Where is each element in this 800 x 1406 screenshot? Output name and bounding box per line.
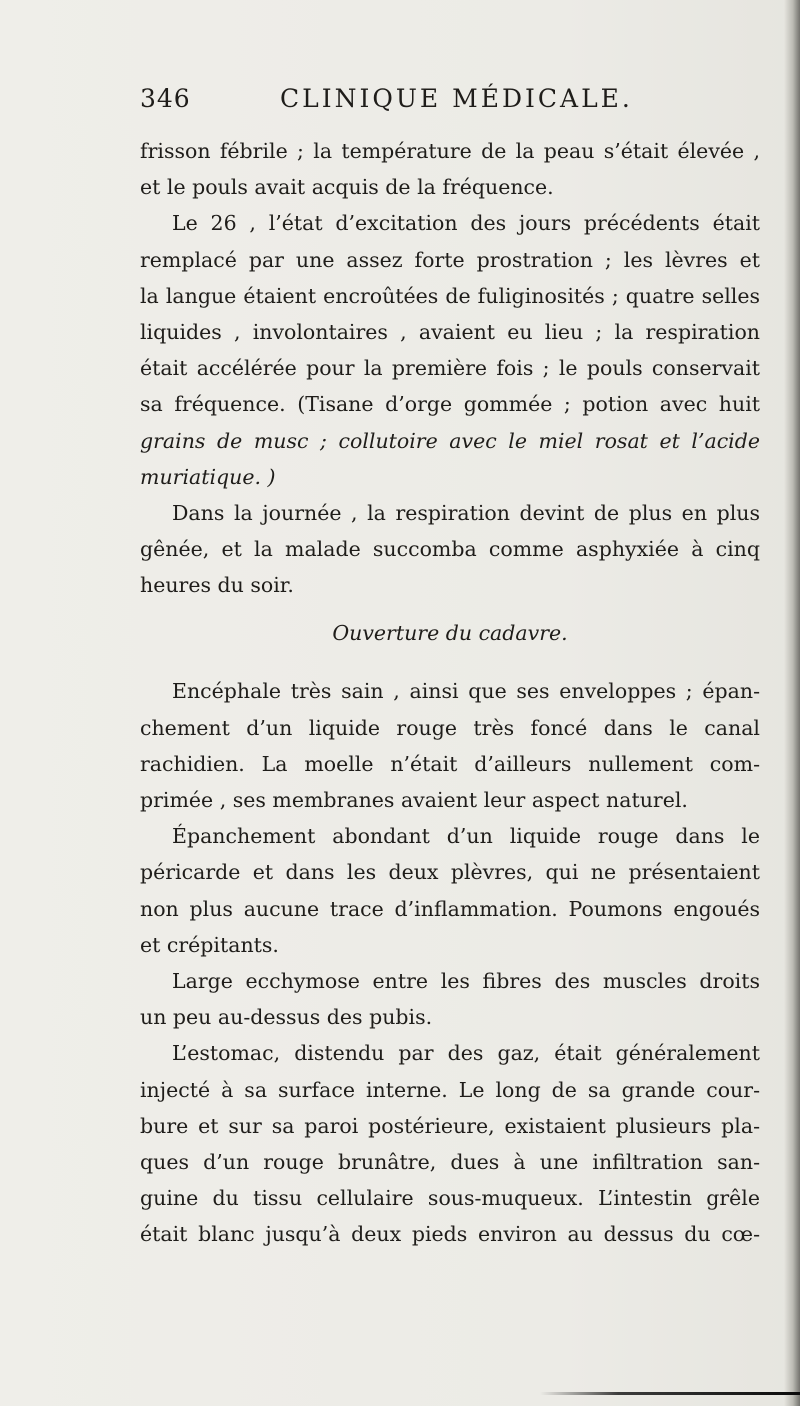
text-line: injecté à sa surface interne. Le long de sa grande cour- [140,1077,760,1102]
text-line: sa fréquence. (Tisane d’orge gommée ; potion avec huit [140,392,760,417]
page-header [140,80,760,120]
text-line: Large ecchymose entre les fibres des muscles droits [172,968,760,993]
text-line: était accélérée pour la première fois ; le pouls conservait [140,356,760,381]
text-line: la langue étaient encroûtées de fuliginosités ; quatre selles [140,283,760,308]
text-line: un peu au-dessus des pubis. [140,1005,433,1030]
text-line: péricarde et dans les deux plèvres, qui ne présentaient [140,860,760,885]
text-line: remplacé par une assez forte prostration ; les lèvres et [140,247,760,272]
text-line: chement d’un liquide rouge très foncé dans le canal [140,715,760,740]
text-line: grains de musc ; collutoire avec le miel rosat et l’acide [140,428,760,453]
text-line: L’estomac, distendu par des gaz, était généralement [172,1041,760,1066]
text-line: était blanc jusqu’à deux pieds environ au dessus du cœ- [140,1222,760,1247]
section-heading: Ouverture du cadavre. [332,621,568,646]
text-line: Le 26 , l’état d’excitation des jours précédents était [172,211,760,236]
text-line: bure et sur sa paroi postérieure, existaient plusieurs pla- [140,1113,760,1138]
bottom-rule [540,1392,800,1395]
heading-spacer [140,663,760,673]
text-line: rachidien. La moelle n’était d’ailleurs nullement com- [140,751,760,776]
page-number: 346 [140,84,191,113]
text-line: non plus aucune trace d’inflammation. Poumons engoués [140,896,760,921]
body-text [140,133,760,1252]
text-line: ques d’un rouge brunâtre, dues à une infiltration san- [140,1149,760,1174]
text-line: primée , ses membranes avaient leur aspect naturel. [140,788,688,812]
text-line: et crépitants. [140,932,279,957]
text-line: frisson fébrile ; la température de la peau s’était élevée , [140,139,760,163]
running-head: CLINIQUE MÉDICALE. [280,84,633,113]
text-line: heures du soir. [140,573,294,598]
text-line: et le pouls avait acquis de la fréquence. [140,175,554,200]
text-line: Épanchement abondant d’un liquide rouge dans le [172,824,760,849]
spine-shadow [784,0,800,1406]
text-line: gênée, et la malade succomba comme asphyxiée à cinq [140,537,760,562]
text-line: muriatique. ) [140,464,276,489]
text-line: Encéphale très sain , ainsi que ses enveloppes ; épan- [172,679,760,704]
text-line: guine du tissu cellulaire sous-muqueux. L’intestin grêle [140,1186,760,1211]
text-line: liquides , involontaires , avaient eu lieu ; la respiration [140,319,760,344]
text-line: Dans la journée , la respiration devint de plus en plus [172,500,760,525]
